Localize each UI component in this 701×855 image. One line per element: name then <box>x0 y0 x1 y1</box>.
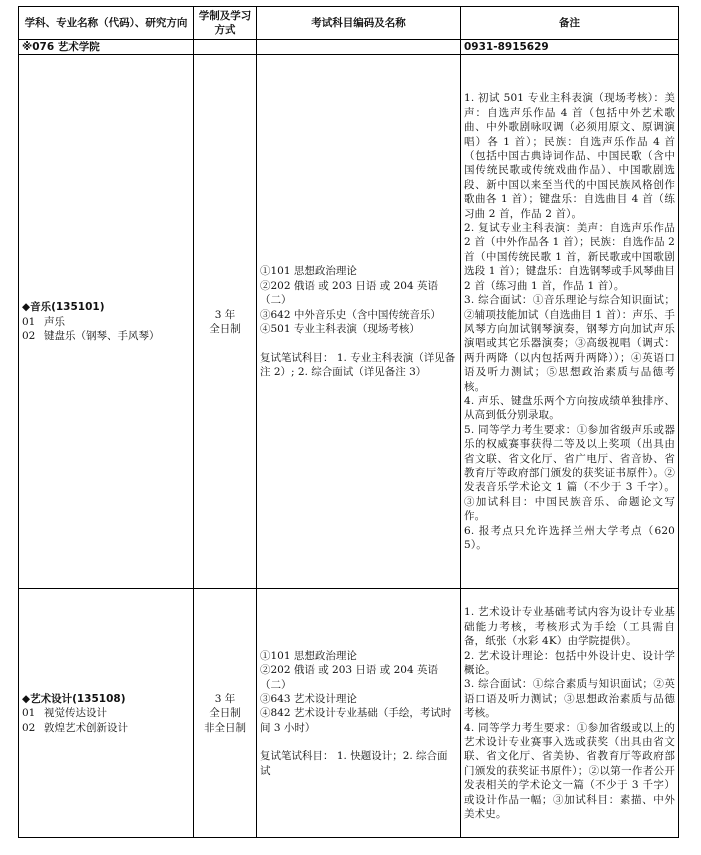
note-item: 3. 综合面试：①综合素质与知识面试；②英语口语及听力测试；③思想政治素质与品德考核。 <box>464 678 675 720</box>
note-item: 6. 报考点只允许选择兰州大学考点（6205）。 <box>464 524 675 551</box>
duration-mode: 非全日制 <box>204 721 246 734</box>
direction-code: 01 <box>22 315 36 328</box>
direction-item <box>22 329 190 343</box>
direction-name: 键盘乐（钢琴、手风琴） <box>44 330 160 343</box>
subjects-cell-art-design <box>257 589 461 838</box>
college-duration-empty <box>194 40 257 55</box>
college-phone: 0931-8915629 <box>461 40 679 55</box>
direction-code: 01 <box>22 707 36 720</box>
notes-cell-music <box>461 55 679 589</box>
note-item: 2. 艺术设计理论：包括中外设计史、设计学概论。 <box>464 649 675 676</box>
retest-subjects: 复试笔试科目： 1. 快题设计；2. 综合面试 <box>260 750 448 777</box>
duration-mode: 全日制 <box>209 707 241 720</box>
major-row-music <box>19 55 679 589</box>
notes-cell-art-design <box>461 589 679 838</box>
direction-code: 02 <box>22 721 36 734</box>
header-subjects: 考试科目编码及名称 <box>257 7 461 40</box>
major-cell-art-design <box>19 589 194 838</box>
duration-cell-music <box>194 55 257 589</box>
retest-subjects: 复试笔试科目： 1. 专业主科表演（详见备注 2）; 2. 综合面试（详见备注 3） <box>260 351 456 378</box>
subject-item: ②202 俄语 或 203 日语 或 204 英语（二） <box>260 664 438 691</box>
college-subjects-empty <box>257 40 461 55</box>
note-item: 5. 同等学力考生要求：①参加省级声乐或器乐的权威赛事获得二等及以上奖项（出具由省文联、省文化厅、省广电厅、省音协、省教育厅等政府部门颁发的获奖证书原件）。②发表音乐学术论文 1 篇（不少于 3 千字）。③加试科目：中国民族音乐、命题论文写作。 <box>464 423 675 523</box>
college-row <box>19 40 679 55</box>
note-item: 2. 复试专业主科表演：美声：自选声乐作品 2 首（中外作品各 1 首）；民族：自选作品 2 首（中国传统民歌 1 首，新民歌或中国歌剧选段 1 首）；键盘乐：自选钢琴或手风琴曲目 2 首（练习曲 1 首，作品 1 首）。 <box>464 222 675 292</box>
header-major: 学科、专业名称（代码）、研究方向 <box>19 7 194 40</box>
major-title: ◆艺术设计(135108) <box>22 692 126 705</box>
major-cell-music <box>19 55 194 589</box>
subject-item: ②202 俄语 或 203 日语 或 204 英语（二） <box>260 279 438 307</box>
major-title: ◆音乐(135101) <box>22 301 105 314</box>
subject-item: ③642 中外音乐史（含中国传统音乐） <box>260 308 441 321</box>
note-item: 4. 同等学力考生要求：①参加省级或以上的艺术设计专业赛事入选或获奖（出具由省文联、省文化厅、省美协、省教育厅等政府部门颁发的获奖证书原件）；②以第一作者公开发表相关的学术论文一篇（不少于 3 千字）或设计作品一幅；③加试科目：素描、中外美术史。 <box>464 721 675 821</box>
direction-code: 02 <box>22 330 36 343</box>
note-item: 1. 初试 501 专业主科表演（现场考核）：美声：自选声乐作品 4 首（包括中外艺术歌曲、中外歌剧咏叹调（必须用原文、原调演唱）各 1 首）；民族：自选声乐作品 4 首（包括中国古典诗词作品、中国民歌（含中国传统民歌或传统戏曲作品）、中国歌剧选段、新中国以来至当代的中国民族风格创作歌曲各 1 首）；键盘乐：自选曲目 4 首（练习曲 2 首，作品 2 首）。 <box>464 92 675 220</box>
subjects-cell-music <box>257 55 461 589</box>
direction-name: 敦煌艺术创新设计 <box>44 721 128 734</box>
note-item: 3. 综合面试：①音乐理论与综合知识面试；②辅项技能加试（自选曲目 1 首）：声乐、手风琴方向加试钢琴演奏，钢琴方向加试声乐演唱或其它乐器演奏；③高级视唱（调式：两升两降（以内包括两升两降））；④英语口语及听力测试；⑤思想政治素质与品德考核。 <box>464 294 675 393</box>
duration-mode: 全日制 <box>209 322 241 335</box>
header-row <box>19 7 679 40</box>
duration-years: 3 年 <box>214 692 236 705</box>
direction-item <box>22 706 190 720</box>
note-item: 4. 声乐、键盘乐两个方向按成绩单独排序、从高到低分别录取。 <box>464 394 675 422</box>
header-notes: 备注 <box>461 7 679 40</box>
college-name: ※076 艺术学院 <box>19 40 194 55</box>
subject-item: ①101 思想政治理论 <box>260 265 357 278</box>
direction-name: 视觉传达设计 <box>44 707 107 720</box>
direction-name: 声乐 <box>44 315 65 328</box>
direction-item <box>22 721 190 735</box>
subject-item: ③643 艺术设计理论 <box>260 693 357 705</box>
header-duration: 学制及学习方式 <box>194 7 257 40</box>
note-item: 1. 艺术设计专业基础考试内容为设计专业基础能力考核，考核形式为手绘（工具需自备，纸张（水彩 4K）由学院提供）。 <box>464 606 675 648</box>
subject-item: ④842 艺术设计专业基础（手绘，考试时间 3 小时） <box>260 707 452 734</box>
major-row-art-design <box>19 589 679 838</box>
direction-item <box>22 315 190 329</box>
subject-item: ①101 思想政治理论 <box>260 649 357 662</box>
subject-item: ④501 专业主科表演（现场考核） <box>260 323 420 336</box>
duration-cell-art-design <box>194 589 257 838</box>
duration-years: 3 年 <box>214 308 236 321</box>
admissions-table <box>18 6 679 838</box>
